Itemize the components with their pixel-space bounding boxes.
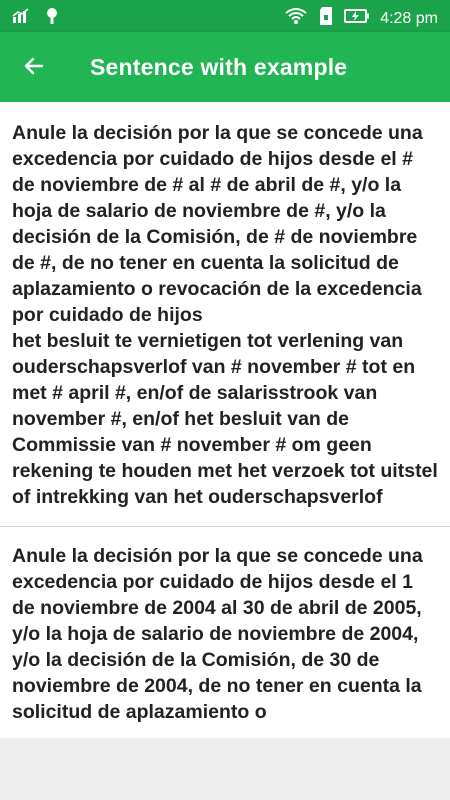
- battery-charging-icon: [344, 8, 370, 29]
- sd-card-icon: [318, 6, 334, 31]
- sentence-list[interactable]: [0, 102, 450, 738]
- page-title: Sentence with example: [90, 54, 348, 80]
- status-right: [284, 6, 438, 31]
- wifi-icon: [284, 7, 308, 30]
- status-left: [12, 7, 60, 30]
- source-sentence: Anule la decisión por la que se concede una excedencia por cuidado de hijos desde el 1 de noviembre de 2004 al 30 de abril de 2005, y/o la hoja de salario de noviembre de 2004, y/o la decisión de la Comisión, de 30 de noviembre de 2004, de no tener en cuenta la solicitud de aplazamiento o: [12, 545, 423, 723]
- app-bar: [0, 32, 450, 102]
- target-sentence: het besluit te vernietigen tot verlening van ouderschapsverlof van # november # tot en met # april #, en/of de salarisstrook van november #, en/of het besluit van de Commissie van # november # om geen rekening te houden met het verzoek tot uitstel of intrekking van het ouderschapsverlof: [12, 330, 438, 508]
- arrow-back-icon: [22, 54, 46, 83]
- bottom-area: [0, 738, 450, 800]
- status-bar: [0, 0, 450, 32]
- source-sentence: Anule la decisión por la que se concede una excedencia por cuidado de hijos desde el # de noviembre de # al # de abril de #, y/o la hoja de salario de noviembre de #, y/o la decisión de la Comisión, de # de noviembre de #, de no tener en cuenta la solicitud de aplazamiento o revocación de la excedencia por cuidado de hijos: [12, 122, 423, 326]
- back-button[interactable]: [16, 50, 52, 86]
- android-icon: [44, 7, 60, 30]
- list-item[interactable]: [0, 527, 450, 738]
- status-time: 4:28 pm: [380, 9, 438, 27]
- list-item[interactable]: [0, 102, 450, 527]
- chart-icon: [12, 8, 30, 29]
